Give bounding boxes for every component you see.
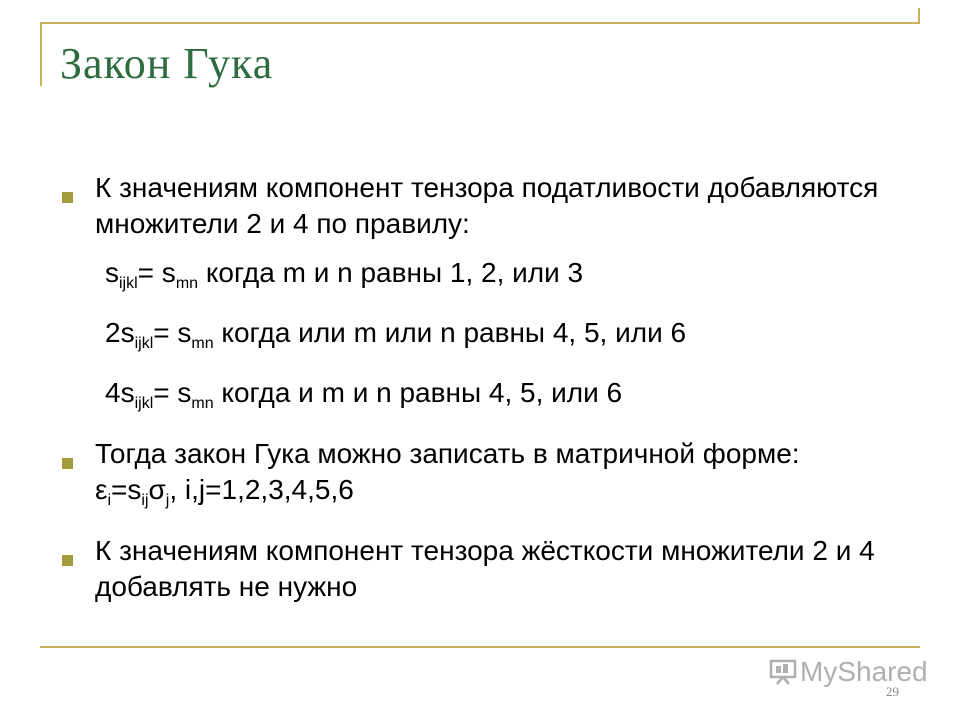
formula-equals: = s bbox=[153, 317, 192, 348]
formula-rhs-subscript: mn bbox=[191, 395, 214, 412]
subscript-j: j bbox=[165, 492, 170, 509]
bullet-item-matrix-form bbox=[60, 436, 880, 519]
bullet-text: К значениям компонент тензора жёсткости множители 2 и 4 добавлять не нужно bbox=[95, 535, 875, 602]
formula-rhs-subscript: mn bbox=[191, 335, 214, 352]
formula-coefficient: 2 bbox=[105, 317, 121, 348]
formula-rule-3 bbox=[105, 375, 880, 422]
formula-rhs-subscript: mn bbox=[175, 275, 199, 292]
formula-lhs-subscript: ijkl bbox=[134, 395, 154, 412]
page-number: 29 bbox=[886, 684, 899, 699]
formula-coefficient: 4 bbox=[105, 377, 121, 408]
subscript-i: i bbox=[107, 492, 112, 509]
bullet-item-compliance bbox=[60, 170, 880, 242]
formula-condition: когда и m и n равны 4, 5, или 6 bbox=[213, 377, 623, 408]
formula-equals: = s bbox=[153, 377, 192, 408]
formula-lhs: s bbox=[120, 317, 135, 348]
formula-rule-1 bbox=[105, 255, 880, 302]
formula-lhs: s bbox=[105, 257, 119, 288]
right-border-tick bbox=[918, 8, 920, 24]
formula-lhs-subscript: ijkl bbox=[119, 275, 138, 292]
formula-condition: когда m и n равны 1, 2, или 3 bbox=[198, 257, 584, 288]
formula-lhs-subscript: ijkl bbox=[134, 335, 154, 352]
matrix-text-mid2: σ bbox=[148, 474, 166, 505]
formula-condition: когда или m или n равны 4, 5, или 6 bbox=[213, 317, 687, 348]
subscript-ij: ij bbox=[141, 492, 149, 509]
formula-lhs: s bbox=[120, 377, 135, 408]
left-border-line bbox=[40, 22, 42, 86]
presentation-board-icon bbox=[768, 657, 798, 692]
matrix-text-after: , i,j=1,2,3,4,5,6 bbox=[169, 474, 354, 505]
formula-rule-2 bbox=[105, 315, 880, 362]
footer-line bbox=[40, 646, 920, 648]
matrix-text-mid1: =s bbox=[111, 474, 142, 505]
slide-content bbox=[60, 170, 880, 605]
square-bullet-icon bbox=[62, 555, 73, 566]
watermark bbox=[768, 656, 928, 692]
square-bullet-icon bbox=[62, 192, 73, 203]
watermark-text: MyShared bbox=[800, 656, 928, 687]
slide-title: Закон Гука bbox=[60, 39, 274, 88]
bullet-text: К значениям компонент тензора податливости добавляются множители 2 и 4 по правилу: bbox=[95, 172, 879, 239]
square-bullet-icon bbox=[62, 458, 73, 469]
bullet-item-stiffness bbox=[60, 533, 880, 605]
matrix-text-before: Тогда закон Гука можно записать в матричной форме: ε bbox=[95, 438, 800, 505]
formula-equals: = s bbox=[137, 257, 176, 288]
top-border-line bbox=[40, 22, 920, 24]
